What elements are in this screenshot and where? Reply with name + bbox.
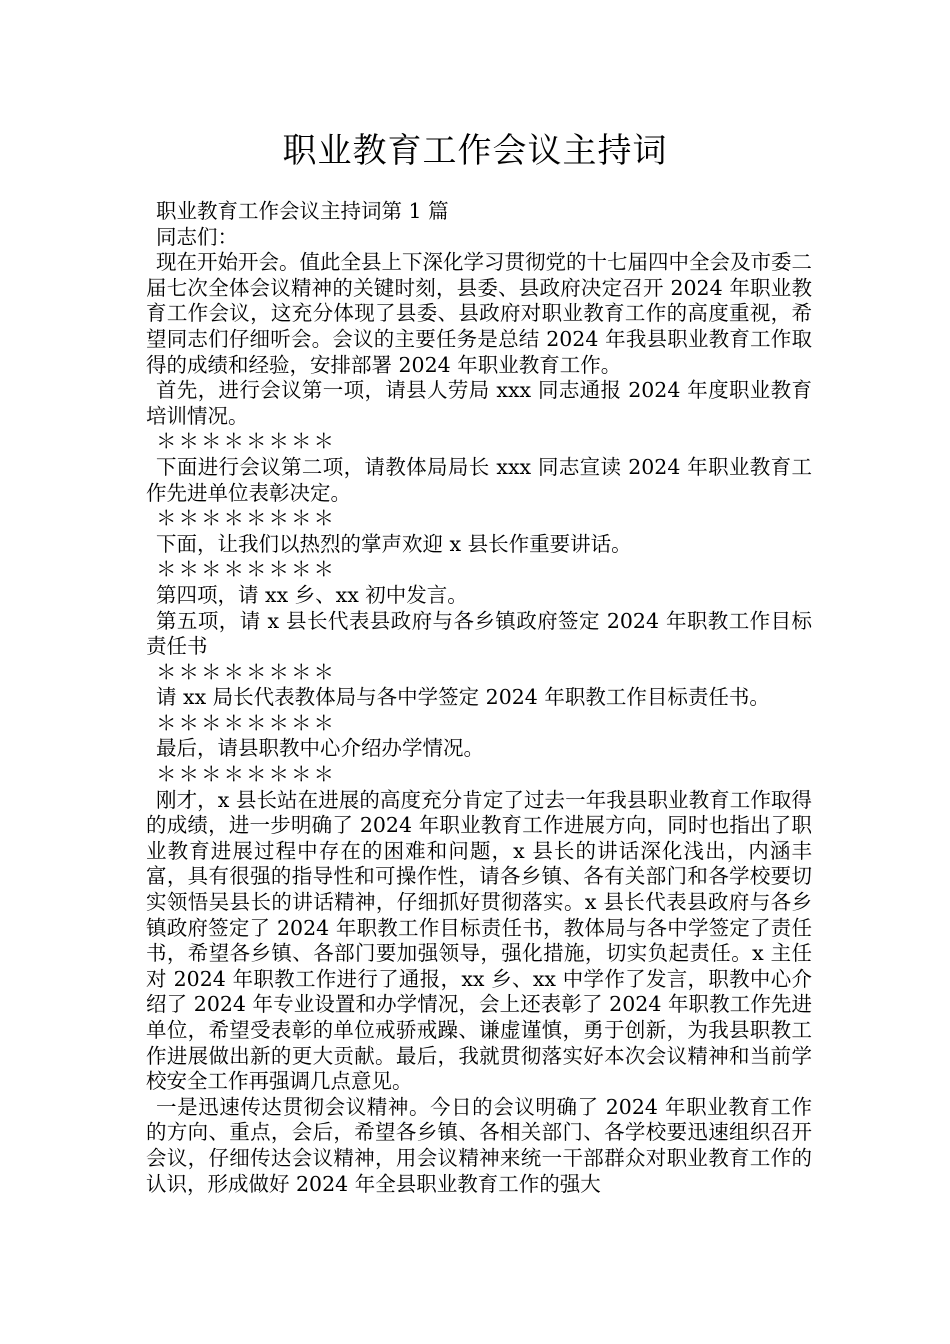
paragraph-summary: 刚才，x 县长站在进展的高度充分肯定了过去一年我县职业教育工作取得的成绩，进一步明确了 2024 年职业教育工作进展方向，同时也指出了职业教育进展过程中存在的困难和问题，x 县长的讲话深化浅出，内涵丰富，具有很强的指导性和可操作性，请各乡镇、各有关部门和各学校要切实领悟吴县长的讲话精神，仔细抓好贯彻落实。x 县长代表县政府与各乡镇政府签定了 2024 年职教工作目标责任书，教体局与各中学签定了责任书，希望各乡镇、各部门要加强领导，强化措施，切实负起责任。x 主任对 2024 年职教工作进行了通报，xx 乡、xx 中学作了发言，职教中心介绍了 2024 年专业设置和办学情况，会上还表彰了 2024 年职教工作先进单位，希望受表彰的单位戒骄戒躁、谦虚谨慎，勇于创新，为我县职教工作进展做出新的更大贡献。最后，我就贯彻落实好本次会议精神和当前学校安全工作再强调几点意见。 xyxy=(146,787,812,1094)
paragraph-item-1: 首先，进行会议第一项，请县人劳局 xxx 同志通报 2024 年度职业教育培训情况。 xyxy=(146,378,812,428)
document-title: 职业教育工作会议主持词 xyxy=(282,131,668,171)
paragraph-item-4: 第四项，请 xx 乡、xx 初中发言。 xyxy=(156,582,468,607)
section-heading: 职业教育工作会议主持词第 1 篇 xyxy=(156,199,449,223)
separator-stars: ＊＊＊＊＊＊＊＊ xyxy=(156,506,336,531)
paragraph-opening: 现在开始开会。值此全县上下深化学习贯彻党的十七届四中全会及市委二届七次全体会议精神的关键时刻，县委、县政府决定召开 2024 年职业教育工作会议，这充分体现了县委、县政府对职业教育工作的高度重视，希望同志们仔细听会。会议的主要任务是总结 2024 年我县职业教育工作取得的成绩和经验，安排部署 2024 年职业教育工作。 xyxy=(146,250,812,377)
paragraph-item-6: 请 xx 局长代表教体局与各中学签定 2024 年职教工作目标责任书。 xyxy=(156,685,770,710)
separator-stars: ＊＊＊＊＊＊＊＊ xyxy=(156,659,336,684)
paragraph-point-1: 一是迅速传达贯彻会议精神。今日的会议明确了 2024 年职业教育工作的方向、重点，会后，希望各乡镇、各相关部门、各学校要迅速组织召开会议，仔细传达会议精神，用会议精神来统一干部群众对职业教育工作的认识，形成做好 2024 年全县职业教育工作的强大 xyxy=(146,1094,812,1196)
separator-stars: ＊＊＊＊＊＊＊＊ xyxy=(156,762,336,787)
separator-stars: ＊＊＊＊＊＊＊＊ xyxy=(156,710,336,735)
paragraph-item-2: 下面进行会议第二项，请教体局局长 xxx 同志宣读 2024 年职业教育工作先进单位表彰决定。 xyxy=(146,454,812,505)
paragraph-item-7: 最后，请县职教中心介绍办学情况。 xyxy=(156,736,484,761)
paragraph-item-3: 下面，让我们以热烈的掌声欢迎 x 县长作重要讲话。 xyxy=(156,531,632,556)
document-body xyxy=(146,199,812,1197)
salutation: 同志们： xyxy=(156,224,238,249)
separator-stars: ＊＊＊＊＊＊＊＊ xyxy=(156,557,336,582)
separator-stars: ＊＊＊＊＊＊＊＊ xyxy=(156,429,336,454)
paragraph-item-5: 第五项，请 x 县长代表县政府与各乡镇政府签定 2024 年职教工作目标责任书 xyxy=(146,608,812,659)
